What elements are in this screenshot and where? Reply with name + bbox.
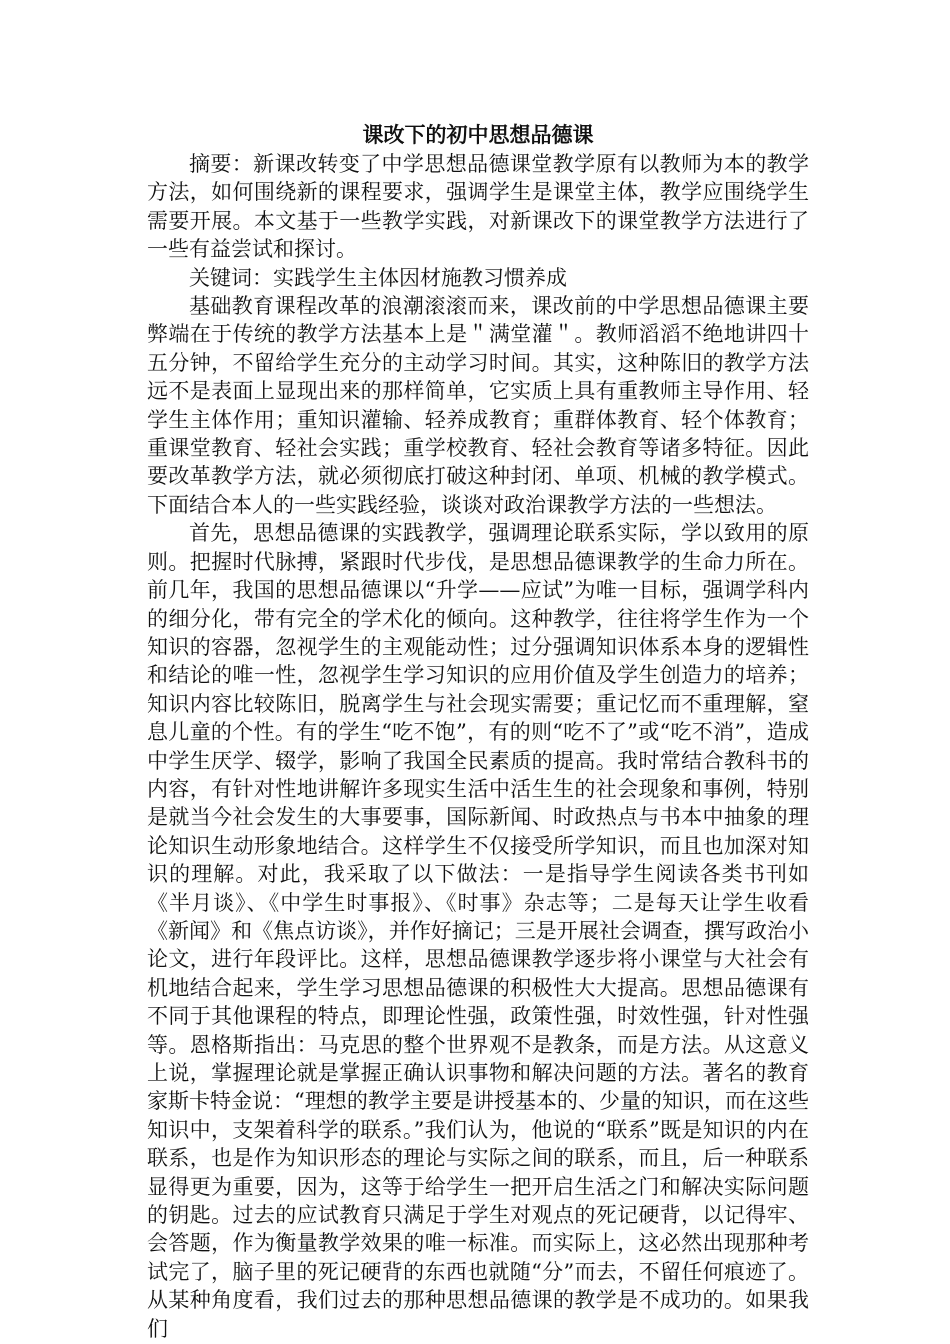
keywords-paragraph: 关键词：实践学生主体因材施教习惯养成 [189,265,567,290]
document-title: 课改下的初中思想品德课 [362,122,594,147]
body-paragraph: 基础教育课程改革的浪潮滚滚而来，课改前的中学思想品德课主要弊端在于传统的教学方法基本上是＂满堂灌＂。教师滔滔不绝地讲四十五分钟，不留给学生充分的主动学习时间。其实，这种陈旧的教学方法远不是表面上显现出来的那样简单，它实质上具有重教师主导作用、轻学生主体作用；重知识灌输、轻养成教育；重群体教育、轻个体教育；重课堂教育、轻社会实践；重学校教育、轻社会教育等诸多特征。因此要改革教学方法，就必须彻底打破这种封闭、单项、机械的教学模式。下面结合本人的一些实践经验，谈谈对政治课教学方法的一些想法。 [147,294,809,517]
body-paragraph: 首先，思想品德课的实践教学，强调理论联系实际，学以致用的原则。把握时代脉搏，紧跟时代步伐，是思想品德课教学的生命力所在。前几年，我国的思想品德课以“升学——应试”为唯一目标，强调学科内的细分化，带有完全的学术化的倾向。这种教学，往往将学生作为一个知识的容器，忽视学生的主观能动性；过分强调知识体系本身的逻辑性和结论的唯一性，忽视学生学习知识的应用价值及学生创造力的培养；知识内容比较陈旧，脱离学生与社会现实需要；重记忆而不重理解，窒息儿童的个性。有的学生“吃不饱”，有的则“吃不了”或“吃不消”，造成中学生厌学、辍学，影响了我国全民素质的提高。我时常结合教科书的内容，有针对性地讲解许多现实生活中活生生的社会现象和事例，特别是就当今社会发生的大事要事，国际新闻、时政热点与书本中抽象的理论知识生动形象地结合。这样学生不仅接受所学知识，而且也加深对知识的理解。对此，我采取了以下做法：一是指导学生阅读各类书刊如《半月谈》、《中学生时事报》、《时事》杂志等；二是每天让学生收看《新闻》和《焦点访谈》，并作好摘记；三是开展社会调查，撰写政治小论文，进行年段评比。这样，思想品德课教学逐步将小课堂与大社会有机地结合起来，学生学习思想品德课的积极性大大提高。思想品德课有不同于其他课程的特点，即理论性强，政策性强，时效性强，针对性强等。恩格斯指出：马克思的整个世界观不是教条，而是方法。从这意义上说，掌握理论就是掌握正确认识事物和解决问题的方法。著名的教育家斯卡特金说：“理想的教学主要是讲授基本的、少量的知识，而在这些知识中，支架着科学的联系。”我们认为，他说的“联系”既是知识的内在联系，也是作为知识形态的理论与实际之间的联系，而且，后一种联系显得更为重要，因为，这等于给学生一把开启生活之门和解决实际问题的钥匙。过去的应试教育只满足于学生对观点的死记硬背，以记得牢、会答题，作为衡量教学效果的唯一标准。而实际上，这必然出现那种考试完了，脑子里的死记硬背的东西也就随“分”而去，不留任何痕迹了。从某种角度看，我们过去的那种思想品德课的教学是不成功的。如果我们 [147,521,809,1341]
document-page [147,120,809,1343]
abstract-paragraph: 摘要：新课改转变了中学思想品德课堂教学原有以教师为本的教学方法，如何围绕新的课程要求，强调学生是课堂主体，教学应围绕学生需要开展。本文基于一些教学实践，对新课改下的课堂教学方法进行了一些有益尝试和探讨。 [147,152,809,262]
